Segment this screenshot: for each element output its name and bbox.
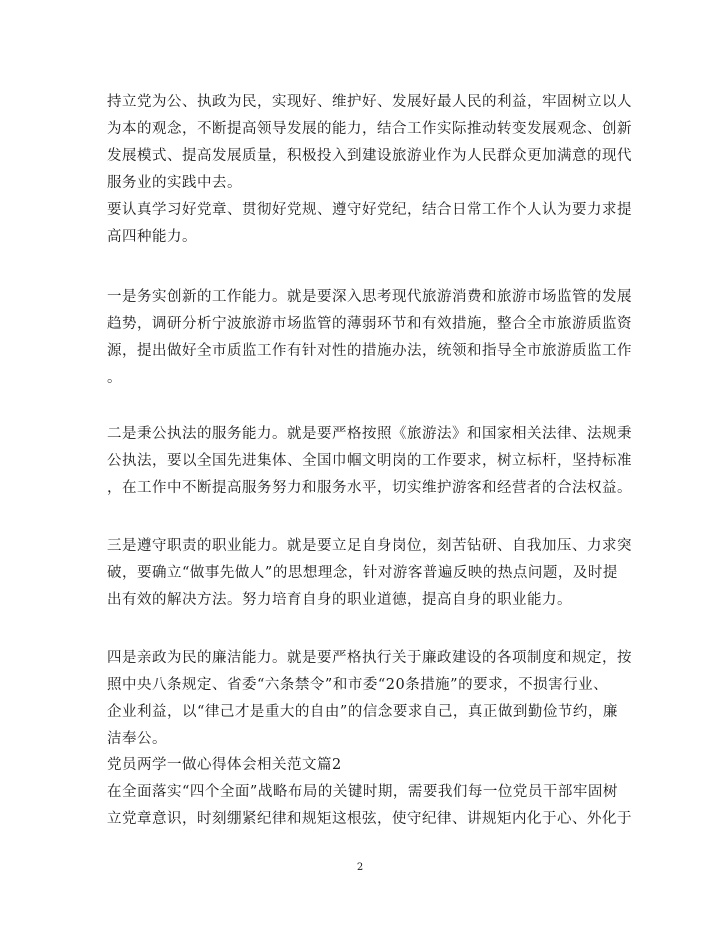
page-number: 2 <box>356 862 364 873</box>
text-line: 公执法，要以全国先进集体、全国巾帼文明岗的工作要求，树立标杆，坚持标准 <box>107 453 632 469</box>
text-line: 服务业的实践中去。 <box>107 175 242 191</box>
text-line: 四是亲政为民的廉洁能力。就是要严格执行关于廉政建设的各项制度和规定，按 <box>107 650 632 666</box>
text-line: 源，提出做好全市质监工作有针对性的措施办法，统领和指导全市旅游质监工作 <box>107 343 632 359</box>
text-line: 洁奉公。 <box>107 731 167 747</box>
text-line: 高四种能力。 <box>107 229 197 245</box>
text-line: 持立党为公、执政为民，实现好、维护好、发展好最人民的利益，牢固树立以人 <box>107 94 632 110</box>
text-line: 照中央八条规定、省委“六条禁令”和市委“20条措施”的要求，不损害行业、 <box>107 677 609 693</box>
text-line: 趋势，调研分析宁波旅游市场监管的薄弱环节和有效措施，整合全市旅游质监资 <box>107 316 632 332</box>
section-heading: 党员两学一做心得体会相关范文篇2 <box>107 757 342 773</box>
text-line: 一是务实创新的工作能力。就是要深入思考现代旅游消费和旅游市场监管的发展 <box>107 289 632 305</box>
text-line: 。 <box>107 370 122 386</box>
text-line: ，在工作中不断提高服务努力和服务水平，切实维护游客和经营者的合法权益。 <box>107 480 632 496</box>
text-line: 发展模式、提高发展质量，积极投入到建设旅游业作为人民群众更加满意的现代 <box>107 148 632 164</box>
text-line: 在全面落实“四个全面”战略布局的关键时期，需要我们每一位党员干部牢固树 <box>107 784 618 800</box>
text-line: 为本的观念，不断提高领导发展的能力，结合工作实际推动转变发展观念、创新 <box>107 121 632 137</box>
text-line: 企业利益，以“律己才是重大的自由”的信念要求自己，真正做到勤俭节约，廉 <box>107 704 618 720</box>
text-line: 立党章意识，时刻绷紧纪律和规矩这根弦，使守纪律、讲规矩内化于心、外化于 <box>107 811 632 827</box>
text-line: 出有效的解决方法。努力培育自身的职业道德，提高自身的职业能力。 <box>107 592 572 608</box>
text-line: 二是秉公执法的服务能力。就是要严格按照《旅游法》和国家相关法律、法规秉 <box>107 426 632 442</box>
text-line: 三是遵守职责的职业能力。就是要立足自身岗位，刻苦钻研、自我加压、力求突 <box>107 538 632 554</box>
text-line: 破，要确立“做事先做人”的思想理念，针对游客普遍反映的热点问题，及时提 <box>107 565 618 581</box>
text-line: 要认真学习好党章、贯彻好党规、遵守好党纪，结合日常工作个人认为要力求提 <box>107 202 632 218</box>
